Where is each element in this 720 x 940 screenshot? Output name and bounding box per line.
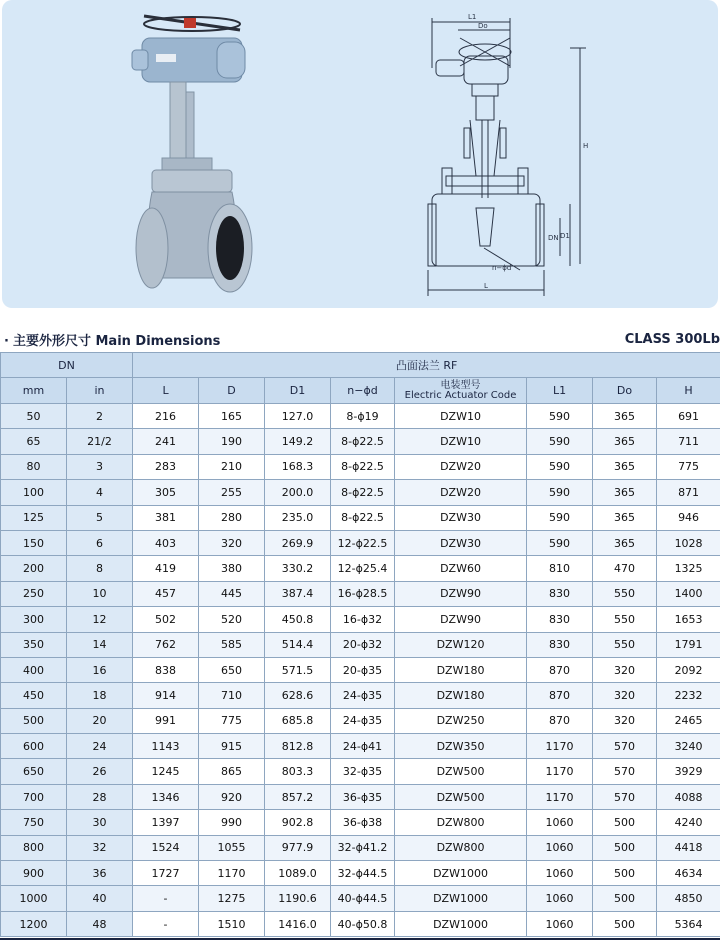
cell-code: DZW120 [395,632,527,657]
table-row [1,607,720,632]
cell-code: DZW1000 [395,886,527,911]
cell-l1: 1060 [527,810,593,835]
valve-photo [122,8,262,298]
cell-nd: 16-ϕ28.5 [331,581,395,606]
cell-l1: 810 [527,556,593,581]
cell-h: 775 [657,454,720,479]
header-D: D [199,378,265,404]
cell-h: 2092 [657,657,720,682]
table-row [1,404,720,429]
cell-do: 550 [593,607,657,632]
cell-nd: 32-ϕ41.2 [331,835,395,860]
cell-l1: 590 [527,454,593,479]
cell-h: 4634 [657,861,720,886]
cell-l1: 830 [527,607,593,632]
cell-d: 255 [199,480,265,505]
cell-d1: 571.5 [265,657,331,682]
section-title [4,330,220,349]
cell-in: 28 [67,784,133,809]
table-row [1,683,720,708]
cell-d1: 149.2 [265,429,331,454]
cell-l1: 870 [527,683,593,708]
cell-mm: 1000 [1,886,67,911]
cell-nd: 12-ϕ22.5 [331,530,395,555]
label-l: L [484,282,488,290]
cell-do: 320 [593,657,657,682]
cell-nd: 36-ϕ38 [331,810,395,835]
cell-h: 4418 [657,835,720,860]
cell-in: 48 [67,911,133,936]
header-code-en: Electric Actuator Code [404,389,517,401]
cell-nd: 32-ϕ35 [331,759,395,784]
cell-in: 24 [67,734,133,759]
cell-nd: 8-ϕ22.5 [331,454,395,479]
cell-code: DZW180 [395,657,527,682]
dimensions-table-body [1,404,720,937]
cell-h: 4240 [657,810,720,835]
table-row [1,810,720,835]
cell-h: 5364 [657,911,720,936]
table-row [1,454,720,479]
cell-nd: 24-ϕ35 [331,683,395,708]
cell-do: 320 [593,683,657,708]
cell-h: 3240 [657,734,720,759]
cell-code: DZW90 [395,581,527,606]
cell-in: 10 [67,581,133,606]
cell-d: 710 [199,683,265,708]
cell-d: 920 [199,784,265,809]
cell-do: 570 [593,784,657,809]
cell-d: 915 [199,734,265,759]
cell-mm: 400 [1,657,67,682]
cell-d1: 812.8 [265,734,331,759]
class-label: CLASS 300Lb [624,332,720,347]
table-row [1,429,720,454]
cell-d: 165 [199,404,265,429]
cell-mm: 900 [1,861,67,886]
cell-d1: 803.3 [265,759,331,784]
cell-code: DZW350 [395,734,527,759]
cell-l: 241 [133,429,199,454]
cell-d: 990 [199,810,265,835]
cell-mm: 250 [1,581,67,606]
cell-nd: 12-ϕ25.4 [331,556,395,581]
cell-l: 403 [133,530,199,555]
cell-l: 283 [133,454,199,479]
cell-d: 775 [199,708,265,733]
cell-code: DZW10 [395,404,527,429]
cell-d1: 387.4 [265,581,331,606]
cell-d1: 685.8 [265,708,331,733]
cell-l: - [133,911,199,936]
cell-do: 365 [593,454,657,479]
cell-mm: 65 [1,429,67,454]
cell-h: 4850 [657,886,720,911]
cell-mm: 80 [1,454,67,479]
cell-d1: 200.0 [265,480,331,505]
cell-mm: 50 [1,404,67,429]
cell-nd: 24-ϕ41 [331,734,395,759]
dimensions-table [0,352,720,937]
cell-mm: 300 [1,607,67,632]
cell-d: 445 [199,581,265,606]
cell-h: 1325 [657,556,720,581]
cell-d1: 1416.0 [265,911,331,936]
label-l1: L1 [468,13,477,21]
cell-nd: 36-ϕ35 [331,784,395,809]
cell-mm: 650 [1,759,67,784]
cell-do: 365 [593,404,657,429]
cell-d1: 902.8 [265,810,331,835]
cell-d1: 235.0 [265,505,331,530]
cell-l1: 1060 [527,835,593,860]
cell-d1: 514.4 [265,632,331,657]
cell-code: DZW500 [395,759,527,784]
cell-code: DZW30 [395,505,527,530]
table-row [1,530,720,555]
dimension-drawing [420,8,595,300]
cell-l1: 830 [527,581,593,606]
cell-d: 320 [199,530,265,555]
cell-in: 3 [67,454,133,479]
table-row [1,708,720,733]
cell-l: 914 [133,683,199,708]
cell-do: 550 [593,632,657,657]
cell-in: 8 [67,556,133,581]
cell-d1: 628.6 [265,683,331,708]
cell-d1: 450.8 [265,607,331,632]
cell-in: 18 [67,683,133,708]
cell-in: 36 [67,861,133,886]
cell-mm: 450 [1,683,67,708]
cell-code: DZW20 [395,454,527,479]
cell-l: 762 [133,632,199,657]
cell-mm: 600 [1,734,67,759]
cell-mm: 1200 [1,911,67,936]
cell-in: 26 [67,759,133,784]
cell-l1: 1170 [527,759,593,784]
cell-nd: 40-ϕ44.5 [331,886,395,911]
cell-l1: 590 [527,480,593,505]
cell-in: 14 [67,632,133,657]
cell-l: 838 [133,657,199,682]
cell-l1: 590 [527,429,593,454]
cell-d: 1510 [199,911,265,936]
cell-d: 1055 [199,835,265,860]
cell-h: 1653 [657,607,720,632]
cell-d1: 857.2 [265,784,331,809]
header-code-cn: 电装型号 [440,379,481,391]
cell-h: 946 [657,505,720,530]
product-image-panel [2,0,718,308]
table-row [1,581,720,606]
table-row [1,886,720,911]
cell-mm: 750 [1,810,67,835]
cell-mm: 200 [1,556,67,581]
table-row [1,911,720,936]
header-mm: mm [1,378,67,404]
cell-code: DZW800 [395,835,527,860]
table-row [1,784,720,809]
cell-nd: 40-ϕ50.8 [331,911,395,936]
cell-l1: 1170 [527,734,593,759]
cell-do: 570 [593,734,657,759]
table-row [1,734,720,759]
cell-l: 1346 [133,784,199,809]
cell-do: 500 [593,911,657,936]
cell-l: 1727 [133,861,199,886]
cell-d1: 1089.0 [265,861,331,886]
header-D1: D1 [265,378,331,404]
cell-h: 691 [657,404,720,429]
cell-d: 585 [199,632,265,657]
cell-h: 3929 [657,759,720,784]
cell-code: DZW60 [395,556,527,581]
cell-do: 500 [593,861,657,886]
cell-nd: 16-ϕ32 [331,607,395,632]
cell-d: 190 [199,429,265,454]
cell-do: 365 [593,530,657,555]
header-code [395,378,527,404]
cell-l1: 590 [527,404,593,429]
table-row [1,759,720,784]
label-h: H [583,142,589,150]
cell-mm: 150 [1,530,67,555]
cell-mm: 700 [1,784,67,809]
header-H: H [657,378,720,404]
header-dn: DN [1,353,133,378]
cell-in: 40 [67,886,133,911]
cell-l1: 1060 [527,861,593,886]
bullet: · [4,334,9,349]
cell-d: 520 [199,607,265,632]
cell-l: 991 [133,708,199,733]
cell-l: 419 [133,556,199,581]
cell-code: DZW180 [395,683,527,708]
cell-nd: 8-ϕ22.5 [331,480,395,505]
cell-d1: 977.9 [265,835,331,860]
cell-d: 650 [199,657,265,682]
cell-in: 30 [67,810,133,835]
cell-in: 21/2 [67,429,133,454]
cell-l1: 1060 [527,886,593,911]
table-row [1,556,720,581]
cell-l: 457 [133,581,199,606]
cell-code: DZW30 [395,530,527,555]
cell-h: 1400 [657,581,720,606]
header-rf: 凸面法兰 RF [133,353,720,378]
cell-mm: 500 [1,708,67,733]
cell-do: 470 [593,556,657,581]
cell-l1: 870 [527,708,593,733]
cell-code: DZW1000 [395,911,527,936]
cell-in: 16 [67,657,133,682]
cell-h: 2465 [657,708,720,733]
cell-l1: 870 [527,657,593,682]
cell-code: DZW500 [395,784,527,809]
cell-do: 365 [593,429,657,454]
cell-l1: 1060 [527,911,593,936]
cell-in: 4 [67,480,133,505]
cell-code: DZW250 [395,708,527,733]
label-dn: DN [548,234,559,242]
cell-nd: 8-ϕ22.5 [331,429,395,454]
cell-do: 365 [593,480,657,505]
cell-l: 502 [133,607,199,632]
cell-mm: 125 [1,505,67,530]
cell-d: 210 [199,454,265,479]
table-row [1,505,720,530]
label-do: Do [478,22,488,30]
cell-d: 865 [199,759,265,784]
cell-h: 4088 [657,784,720,809]
cell-l: 1143 [133,734,199,759]
cell-in: 20 [67,708,133,733]
header-nd: n−ϕd [331,378,395,404]
cell-nd: 8-ϕ22.5 [331,505,395,530]
cell-do: 570 [593,759,657,784]
cell-code: DZW800 [395,810,527,835]
cell-h: 2232 [657,683,720,708]
cell-l: 1245 [133,759,199,784]
cell-do: 365 [593,505,657,530]
cell-h: 1028 [657,530,720,555]
table-row [1,657,720,682]
cell-nd: 8-ϕ19 [331,404,395,429]
cell-mm: 800 [1,835,67,860]
cell-l1: 590 [527,505,593,530]
cell-d: 380 [199,556,265,581]
section-title-text: 主要外形尺寸 Main Dimensions [12,334,221,349]
cell-in: 32 [67,835,133,860]
table-row [1,632,720,657]
cell-do: 550 [593,581,657,606]
cell-d1: 269.9 [265,530,331,555]
cell-l1: 830 [527,632,593,657]
table-row [1,861,720,886]
section-header [0,330,720,350]
cell-do: 320 [593,708,657,733]
cell-do: 500 [593,835,657,860]
cell-h: 871 [657,480,720,505]
cell-nd: 20-ϕ32 [331,632,395,657]
table-row [1,480,720,505]
label-nd: n−ϕd [492,264,512,272]
cell-d1: 168.3 [265,454,331,479]
cell-l: 216 [133,404,199,429]
cell-in: 5 [67,505,133,530]
cell-l: - [133,886,199,911]
cell-code: DZW90 [395,607,527,632]
header-L: L [133,378,199,404]
cell-d1: 127.0 [265,404,331,429]
cell-code: DZW1000 [395,861,527,886]
cell-l1: 1170 [527,784,593,809]
table-row [1,835,720,860]
cell-nd: 24-ϕ35 [331,708,395,733]
cell-d: 280 [199,505,265,530]
cell-in: 2 [67,404,133,429]
cell-do: 500 [593,810,657,835]
cell-nd: 32-ϕ44.5 [331,861,395,886]
cell-code: DZW20 [395,480,527,505]
cell-in: 12 [67,607,133,632]
cell-d1: 1190.6 [265,886,331,911]
cell-d: 1170 [199,861,265,886]
cell-l: 1524 [133,835,199,860]
cell-l: 381 [133,505,199,530]
header-in: in [67,378,133,404]
cell-do: 500 [593,886,657,911]
header-Do: Do [593,378,657,404]
cell-code: DZW10 [395,429,527,454]
cell-d1: 330.2 [265,556,331,581]
cell-mm: 350 [1,632,67,657]
header-L1: L1 [527,378,593,404]
cell-d: 1275 [199,886,265,911]
cell-nd: 20-ϕ35 [331,657,395,682]
label-d1: D1 [560,232,570,240]
cell-l: 1397 [133,810,199,835]
cell-h: 711 [657,429,720,454]
cell-mm: 100 [1,480,67,505]
cell-h: 1791 [657,632,720,657]
cell-in: 6 [67,530,133,555]
cell-l: 305 [133,480,199,505]
cell-l1: 590 [527,530,593,555]
